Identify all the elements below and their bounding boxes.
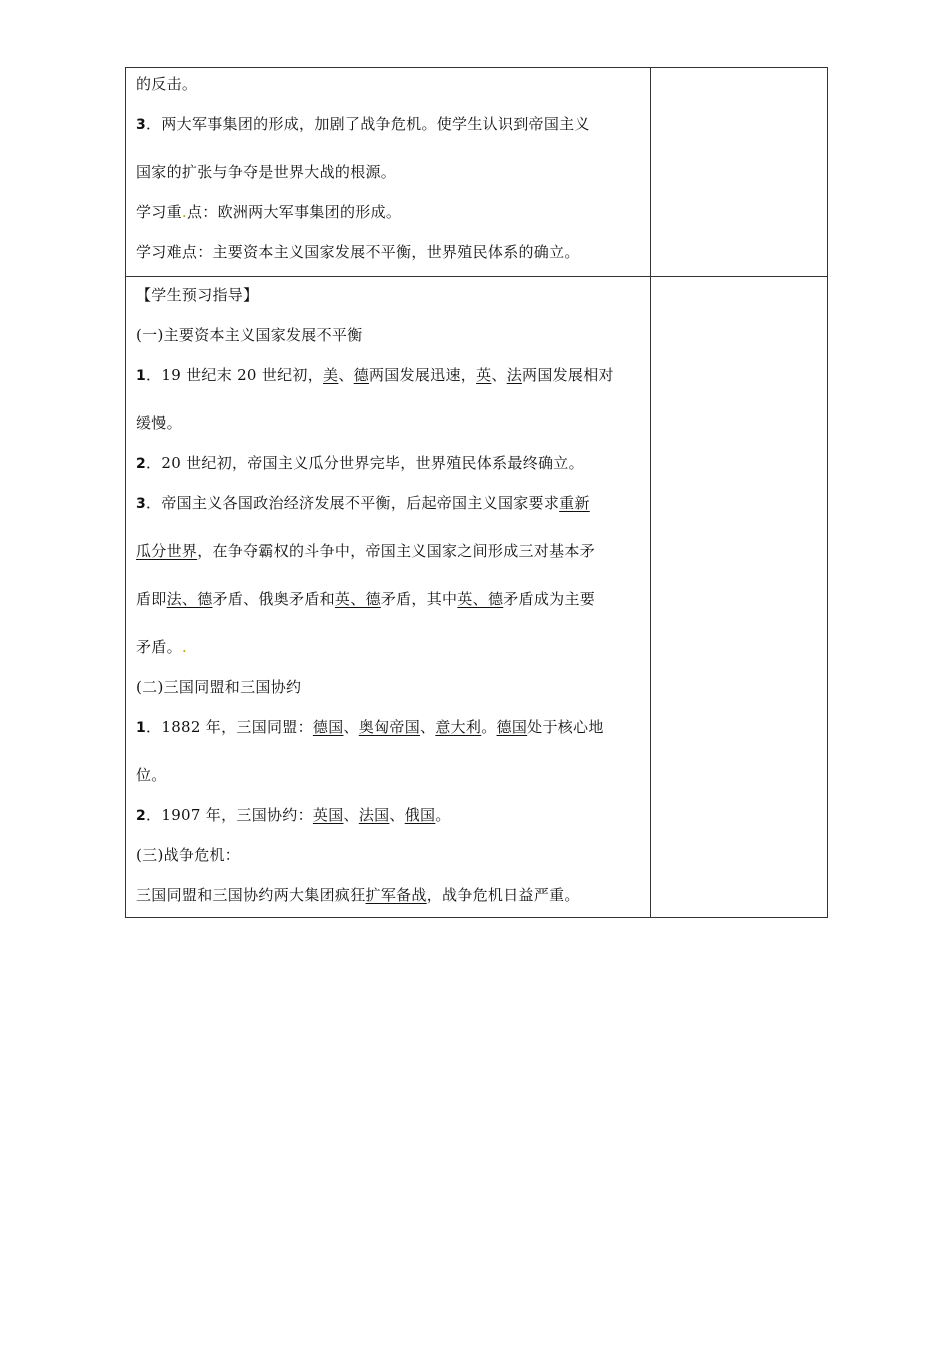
text-line bbox=[136, 803, 642, 827]
lesson-table bbox=[125, 67, 828, 918]
item-number: 3 bbox=[136, 117, 147, 133]
text-line: 的反击。 bbox=[136, 75, 198, 93]
text-span: ，战争危机日益严重。 bbox=[426, 886, 580, 904]
text-span: ．19 世纪末 20 世纪初， bbox=[146, 366, 324, 384]
text-line: 位。 bbox=[136, 766, 167, 784]
preview-cell bbox=[126, 277, 651, 918]
text-span: 盾即 bbox=[136, 590, 167, 608]
text-span: ．1907 年，三国协约： bbox=[146, 806, 313, 824]
text-line bbox=[136, 635, 642, 659]
text-span: 三国同盟和三国协约两大集团疯狂 bbox=[136, 886, 366, 904]
text-line bbox=[136, 491, 642, 515]
text-span: 矛盾。 bbox=[136, 638, 182, 656]
answer-blank: 法 bbox=[506, 366, 523, 384]
text-span: 、 bbox=[338, 366, 354, 384]
item-number: 3 bbox=[136, 496, 147, 512]
text-line bbox=[136, 363, 642, 387]
text-span: 、 bbox=[491, 366, 507, 384]
answer-blank: 英、德 bbox=[457, 590, 504, 608]
text-line bbox=[136, 587, 642, 611]
text-span: 。 bbox=[481, 718, 497, 736]
answer-blank: 德国 bbox=[312, 718, 344, 736]
notes-cell bbox=[651, 68, 828, 277]
item-number: 2 bbox=[136, 456, 147, 472]
table-row-preview bbox=[126, 277, 828, 918]
stray-mark: . bbox=[181, 203, 187, 221]
part-title: (二)三国同盟和三国协约 bbox=[136, 678, 302, 696]
text-span: ．1882 年，三国同盟： bbox=[146, 718, 313, 736]
answer-blank: 英国 bbox=[312, 806, 344, 824]
answer-blank: 扩军备战 bbox=[365, 886, 427, 904]
answer-blank: 法国 bbox=[358, 806, 390, 824]
answer-blank: 法、德 bbox=[166, 590, 213, 608]
text-span: 两国发展相对 bbox=[522, 366, 614, 384]
text-span: ．两大军事集团的形成，加剧了战争危机。使学生认识到帝国主义 bbox=[146, 115, 590, 133]
text-span: 。 bbox=[435, 806, 451, 824]
text-line bbox=[136, 112, 642, 136]
text-span: 、 bbox=[389, 806, 405, 824]
table-row-objectives bbox=[126, 68, 828, 277]
answer-blank: 德国 bbox=[496, 718, 528, 736]
answer-blank: 俄国 bbox=[404, 806, 436, 824]
answer-blank: 奥匈帝国 bbox=[358, 718, 421, 736]
text-span: 矛盾、俄奥矛盾和 bbox=[212, 590, 335, 608]
text-span: 、 bbox=[420, 718, 436, 736]
text-span: 矛盾成为主要 bbox=[503, 590, 596, 608]
text-span: 两国发展迅速， bbox=[368, 366, 477, 384]
answer-blank: 瓜分世界 bbox=[136, 542, 198, 560]
text-span: 矛盾，其中 bbox=[380, 590, 458, 608]
answer-blank: 美 bbox=[323, 366, 339, 384]
part-title: (三)战争危机： bbox=[136, 846, 241, 864]
answer-blank: 英 bbox=[476, 366, 492, 384]
answer-blank: 英、德 bbox=[334, 590, 381, 608]
text-line bbox=[136, 715, 642, 739]
item-number: 2 bbox=[136, 808, 147, 824]
text-span: 点：欧洲两大军事集团的形成。 bbox=[186, 203, 402, 221]
text-line: 国家的扩张与争夺是世界大战的根源。 bbox=[136, 163, 397, 181]
text-span: ．20 世纪初，帝国主义瓜分世界完毕，世界殖民体系最终确立。 bbox=[146, 454, 584, 472]
text-line bbox=[136, 451, 642, 475]
text-span: 、 bbox=[343, 806, 359, 824]
answer-blank: 德 bbox=[353, 366, 369, 384]
text-span: ．帝国主义各国政治经济发展不平衡，后起帝国主义国家要求 bbox=[146, 494, 560, 512]
notes-cell bbox=[651, 277, 828, 918]
objectives-cell bbox=[126, 68, 651, 277]
text-span: ，在争夺霸权的斗争中，帝国主义国家之间形成三对基本矛 bbox=[197, 542, 596, 560]
text-line bbox=[136, 883, 642, 907]
section-heading: 【学生预习指导】 bbox=[136, 286, 259, 304]
item-number: 1 bbox=[136, 720, 147, 736]
stray-mark: . bbox=[181, 638, 187, 656]
text-line: 缓慢。 bbox=[136, 414, 182, 432]
part-title: (一)主要资本主义国家发展不平衡 bbox=[136, 326, 363, 344]
key-point-line bbox=[136, 200, 642, 224]
text-line bbox=[136, 539, 642, 563]
answer-blank: 重新 bbox=[559, 494, 590, 512]
item-number: 1 bbox=[136, 368, 147, 384]
text-span: 、 bbox=[343, 718, 359, 736]
text-span: 学习重 bbox=[136, 203, 182, 221]
difficulty-line: 学习难点：主要资本主义国家发展不平衡，世界殖民体系的确立。 bbox=[136, 243, 580, 261]
text-span: 处于核心地 bbox=[527, 718, 604, 736]
answer-blank: 意大利 bbox=[435, 718, 482, 736]
